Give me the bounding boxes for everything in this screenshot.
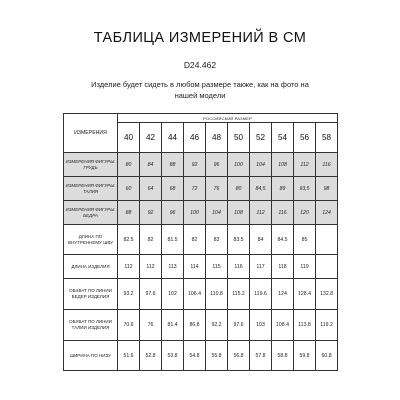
- table-cell: 112: [118, 255, 140, 279]
- table-cell: 89: [272, 177, 294, 201]
- table-cell: 88: [118, 201, 140, 225]
- table-cell: 104: [206, 201, 228, 225]
- table-cell: 115: [206, 255, 228, 279]
- size-table: [63, 113, 338, 371]
- row-label: ИЗМЕРЕНИЯ ФИГУРЫ: ГРУДЬ: [64, 153, 118, 177]
- table-cell: 60.8: [316, 341, 338, 371]
- size-header: 44: [162, 123, 184, 153]
- table-cell: 119.6: [250, 279, 272, 310]
- measurements-header: ИЗМЕРЕНИЯ: [64, 114, 118, 153]
- table-cell: 108: [272, 153, 294, 177]
- table-cell: 56.8: [228, 341, 250, 371]
- table-row: [64, 279, 338, 310]
- table-cell: 117: [250, 255, 272, 279]
- size-header: 52: [250, 123, 272, 153]
- table-row: [64, 201, 338, 225]
- table-cell: 118: [272, 255, 294, 279]
- table-cell: 119.2: [316, 310, 338, 341]
- table-cell: 92.2: [206, 310, 228, 341]
- row-label: ИЗМЕРЕНИЯ ФИГУРЫ: ТАЛИЯ: [64, 177, 118, 201]
- size-header: 58: [316, 123, 338, 153]
- table-cell: 115.2: [228, 279, 250, 310]
- table-cell: 93.2: [118, 279, 140, 310]
- table-cell: 92: [184, 153, 206, 177]
- table-cell: 106.4: [184, 279, 206, 310]
- table-cell: 100: [228, 153, 250, 177]
- table-cell: 82: [184, 225, 206, 255]
- table-cell: 116: [316, 153, 338, 177]
- table-cell: 82: [140, 225, 162, 255]
- table-cell: 132.8: [316, 279, 338, 310]
- table-cell: 76: [206, 177, 228, 201]
- table-cell: 55.8: [206, 341, 228, 371]
- table-cell: 113.8: [294, 310, 316, 341]
- article-number: D24.462: [183, 60, 217, 70]
- table-cell: 103: [250, 310, 272, 341]
- table-cell: 51.6: [118, 341, 140, 371]
- table-row: [64, 255, 338, 279]
- table-cell: 112: [294, 153, 316, 177]
- table-cell: 57.8: [250, 341, 272, 371]
- russian-size-header: РОССИЙСКИЙ РАЗМЕР: [118, 114, 338, 123]
- table-cell: 93,5: [294, 177, 316, 201]
- size-header: 56: [294, 123, 316, 153]
- table-row: [64, 153, 338, 177]
- table-cell: 88: [162, 153, 184, 177]
- table-cell: 114: [184, 255, 206, 279]
- table-cell: 110.8: [206, 279, 228, 310]
- table-cell: 97.6: [140, 279, 162, 310]
- size-header: 42: [140, 123, 162, 153]
- table-cell: 108.4: [272, 310, 294, 341]
- table-row: [64, 310, 338, 341]
- table-cell: 70.6: [118, 310, 140, 341]
- size-header: 40: [118, 123, 140, 153]
- table-cell: 98: [316, 177, 338, 201]
- table-cell: 86.8: [184, 310, 206, 341]
- table-cell: 119: [294, 255, 316, 279]
- table-cell: 52.8: [140, 341, 162, 371]
- size-header: 50: [228, 123, 250, 153]
- table-cell: [316, 255, 338, 279]
- table-cell: 83: [206, 225, 228, 255]
- table-cell: 124: [272, 279, 294, 310]
- table-row: [64, 177, 338, 201]
- table-cell: 58.8: [272, 341, 294, 371]
- table-cell: 80: [118, 153, 140, 177]
- table-cell: 53.8: [162, 341, 184, 371]
- table-cell: 64: [140, 177, 162, 201]
- table-cell: 112: [250, 201, 272, 225]
- table-cell: 108: [228, 201, 250, 225]
- table-cell: 82.5: [118, 225, 140, 255]
- page-title: ТАБЛИЦА ИЗМЕРЕНИЙ В СМ: [93, 30, 307, 46]
- table-cell: 81.4: [162, 310, 184, 341]
- row-label: ДЛИНА ИЗДЕЛИЯ: [64, 255, 118, 279]
- table-cell: 92: [140, 201, 162, 225]
- table-cell: 112: [140, 255, 162, 279]
- table-cell: 60: [118, 177, 140, 201]
- table-cell: 104: [250, 153, 272, 177]
- table-cell: 120: [294, 201, 316, 225]
- table-body: [64, 153, 338, 371]
- table-cell: 128.4: [294, 279, 316, 310]
- row-label: ИЗМЕРЕНИЯ ФИГУРЫ: БЕДРА: [64, 201, 118, 225]
- table-cell: 59.8: [294, 341, 316, 371]
- table-cell: 100: [184, 201, 206, 225]
- row-label: ОБХВАТ ПО ЛИНИИ ТАЛИИ ИЗДЕЛИЯ: [64, 310, 118, 341]
- table-cell: 96: [162, 201, 184, 225]
- size-header: 48: [206, 123, 228, 153]
- size-header: 46: [184, 123, 206, 153]
- table-cell: 116: [272, 201, 294, 225]
- table-cell: 96: [206, 153, 228, 177]
- table-cell: 76: [140, 310, 162, 341]
- table-cell: 81.5: [162, 225, 184, 255]
- row-label: ШИРИНА ПО НИЗУ: [64, 341, 118, 371]
- table-row: [64, 225, 338, 255]
- table-row: [64, 341, 338, 371]
- table-cell: 124: [316, 201, 338, 225]
- table-cell: 84: [140, 153, 162, 177]
- table-cell: 80: [228, 177, 250, 201]
- table-cell: 116: [228, 255, 250, 279]
- table-cell: 84,5: [250, 177, 272, 201]
- fit-note: Изделие будет сидеть в любом размере также, как на фото на нашей модели: [91, 80, 309, 100]
- row-label: ОБХВАТ ПО ЛИНИИ БЕДЕР ИЗДЕЛИЯ: [64, 279, 118, 310]
- table-cell: 85: [294, 225, 316, 255]
- table-cell: 54.8: [184, 341, 206, 371]
- table-cell: 68: [162, 177, 184, 201]
- size-header: 54: [272, 123, 294, 153]
- table-cell: 72: [184, 177, 206, 201]
- table-cell: 97.6: [228, 310, 250, 341]
- table-cell: 83.5: [228, 225, 250, 255]
- row-label: ДЛИНА ПО ВНУТРЕННЕМУ ШВУ: [64, 225, 118, 255]
- table-cell: 84: [250, 225, 272, 255]
- table-cell: 113: [162, 255, 184, 279]
- table-cell: 102: [162, 279, 184, 310]
- table-cell: 84.5: [272, 225, 294, 255]
- table-cell: [316, 225, 338, 255]
